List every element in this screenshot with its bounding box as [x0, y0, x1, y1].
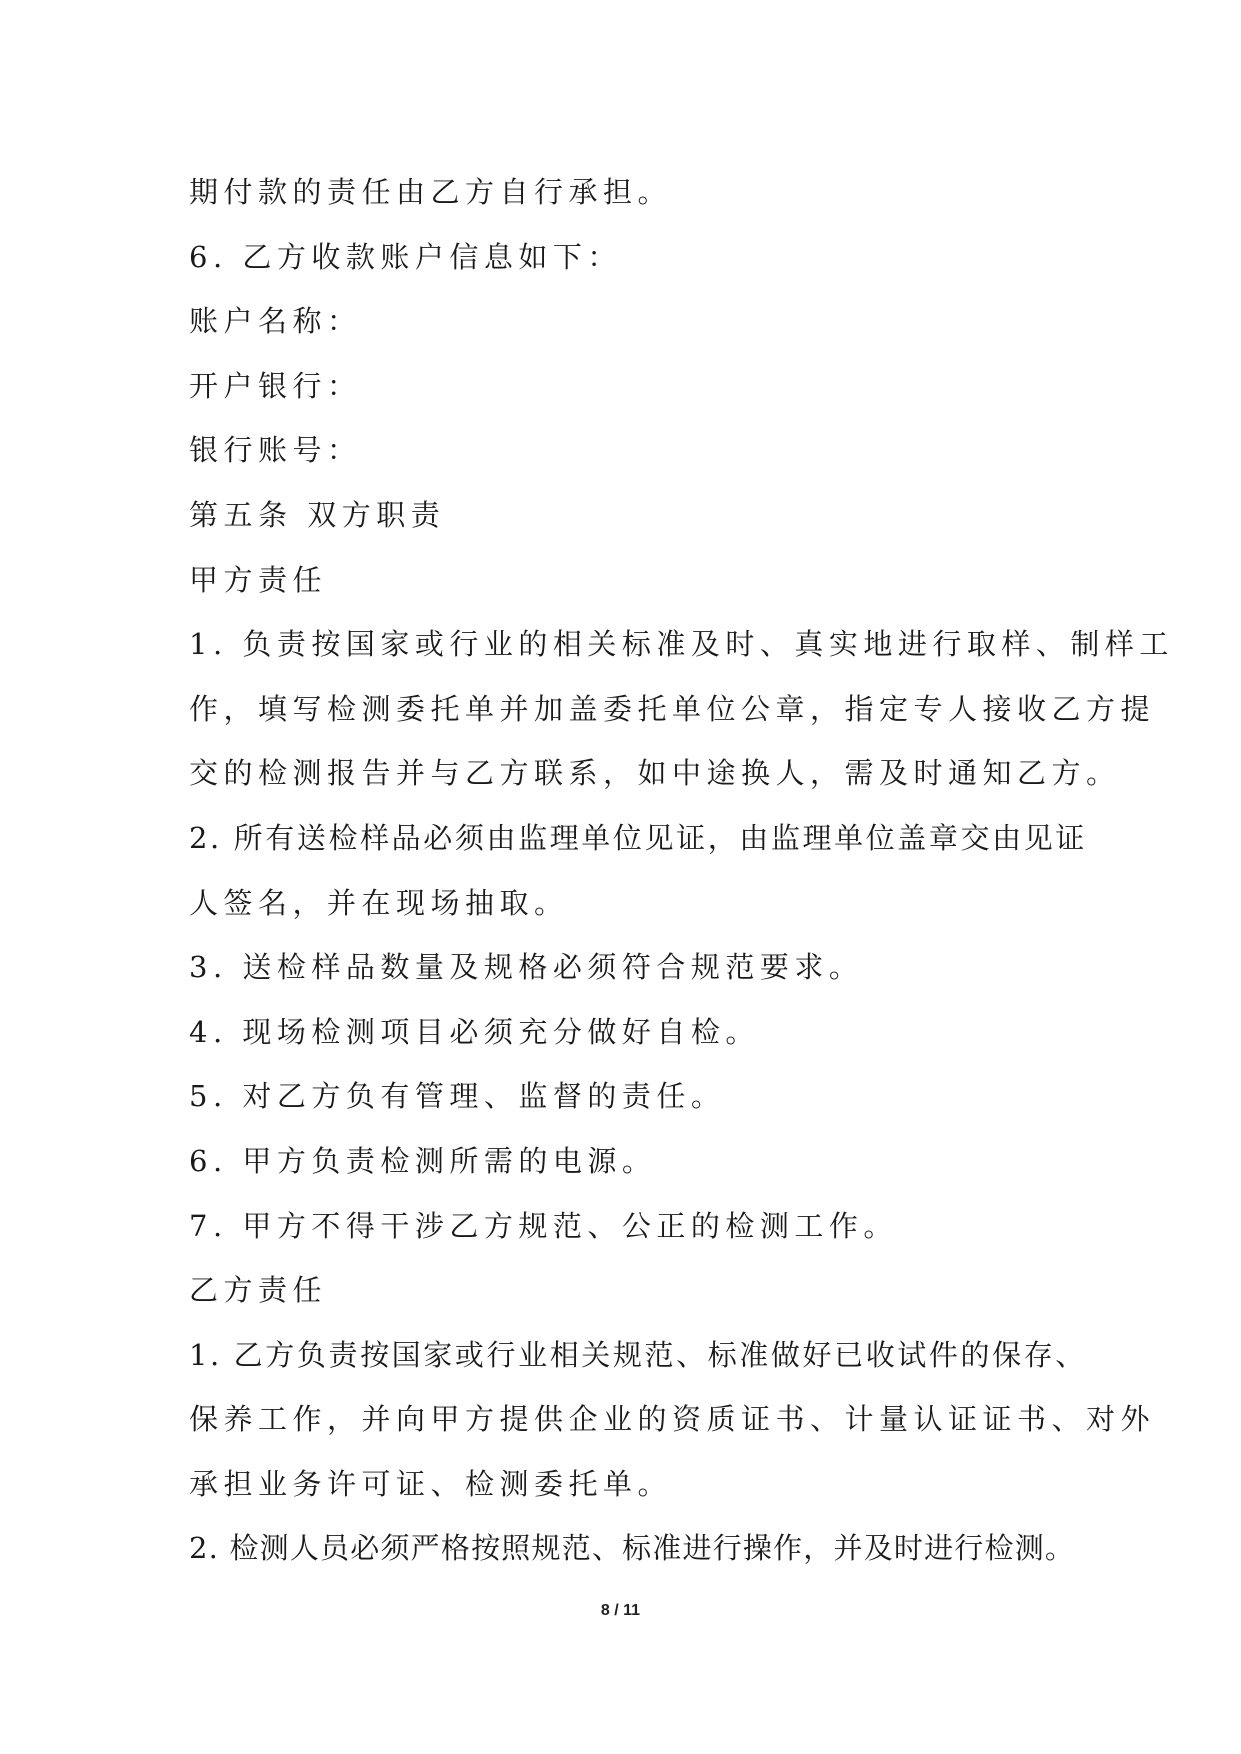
party-a-heading: 甲方责任: [189, 562, 328, 597]
paragraph-line: 期付款的责任由乙方自行承担。: [189, 175, 673, 209]
paragraph-line: 1. 负责按国家或行业的相关标准及时、真实地进行取样、制样工: [189, 627, 1174, 662]
paragraph-line: 1. 乙方负责按国家或行业相关规范、标准做好已收试件的保存、: [189, 1337, 1087, 1372]
paragraph-line: 保养工作，并向甲方提供企业的资质证书、计量认证证书、对外: [189, 1402, 1156, 1437]
account-name-label: 账户名称：: [189, 304, 362, 339]
article-heading: 第五条 双方职责: [189, 497, 446, 532]
paragraph-line: 承担业务许可证、检测委托单。: [189, 1466, 673, 1501]
paragraph-line: 人签名，并在现场抽取。: [189, 885, 569, 920]
paragraph-line: 交的检测报告并与乙方联系，如中途换人，需及时通知乙方。: [189, 756, 1121, 791]
paragraph-line: 7. 甲方不得干涉乙方规范、公正的检测工作。: [189, 1208, 898, 1243]
bank-name-label: 开户银行：: [189, 368, 362, 403]
paragraph-line: 作，填写检测委托单并加盖委托单位公章，指定专人接收乙方提: [189, 691, 1156, 726]
page-number: 8 / 11: [600, 1602, 641, 1619]
paragraph-line: 2. 检测人员必须严格按照规范、标准进行操作，并及时进行检测。: [189, 1531, 1076, 1566]
paragraph-line: 5. 对乙方负有管理、监督的责任。: [189, 1079, 726, 1114]
paragraph-line: 6. 甲方负责检测所需的电源。: [189, 1143, 657, 1178]
document-body: [189, 160, 1174, 1581]
account-info-heading: 6. 乙方收款账户信息如下：: [189, 239, 622, 274]
paragraph-line: 3. 送检样品数量及规格必须符合规范要求。: [189, 950, 864, 985]
bank-account-label: 银行账号：: [189, 433, 362, 468]
paragraph-line: 2. 所有送检样品必须由监理单位见证，由监理单位盖章交由见证: [189, 820, 1087, 855]
paragraph-line: 4. 现场检测项目必须充分做好自检。: [189, 1014, 760, 1049]
party-b-heading: 乙方责任: [189, 1273, 328, 1308]
